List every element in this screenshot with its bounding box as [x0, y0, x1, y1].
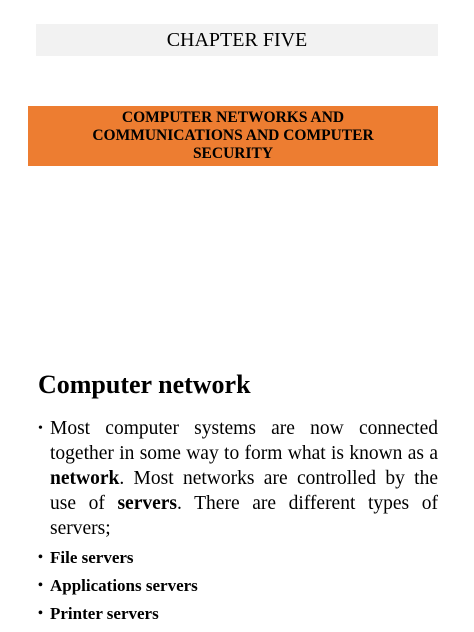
paragraph-text: Most computer systems are now connected together in some way to form what is known as a: [50, 418, 438, 464]
chapter-title-line: SECURITY: [192, 145, 274, 162]
bullet-paragraph: [38, 416, 438, 541]
paragraph-text: . Most networks are controlled by the use of: [50, 468, 438, 514]
bullet-applications-servers: • Applications servers: [38, 575, 438, 597]
chapter-title-line: COMPUTER NETWORKS AND: [121, 109, 345, 126]
chapter-title-box: [28, 106, 438, 166]
bullet-printer-servers: • Printer servers: [38, 603, 438, 625]
bold-term-network: network: [50, 468, 120, 489]
bold-term-servers: servers: [117, 493, 178, 514]
chapter-title: [92, 109, 373, 163]
chapter-title-line: COMMUNICATIONS AND COMPUTER: [92, 127, 374, 144]
chapter-label: CHAPTER FIVE: [36, 24, 438, 56]
paragraph-text: . There are different types of servers;: [50, 493, 438, 539]
bullet-file-servers: • File servers: [38, 547, 438, 569]
bullet-list: [38, 416, 438, 625]
section-heading: Computer network: [38, 370, 251, 399]
